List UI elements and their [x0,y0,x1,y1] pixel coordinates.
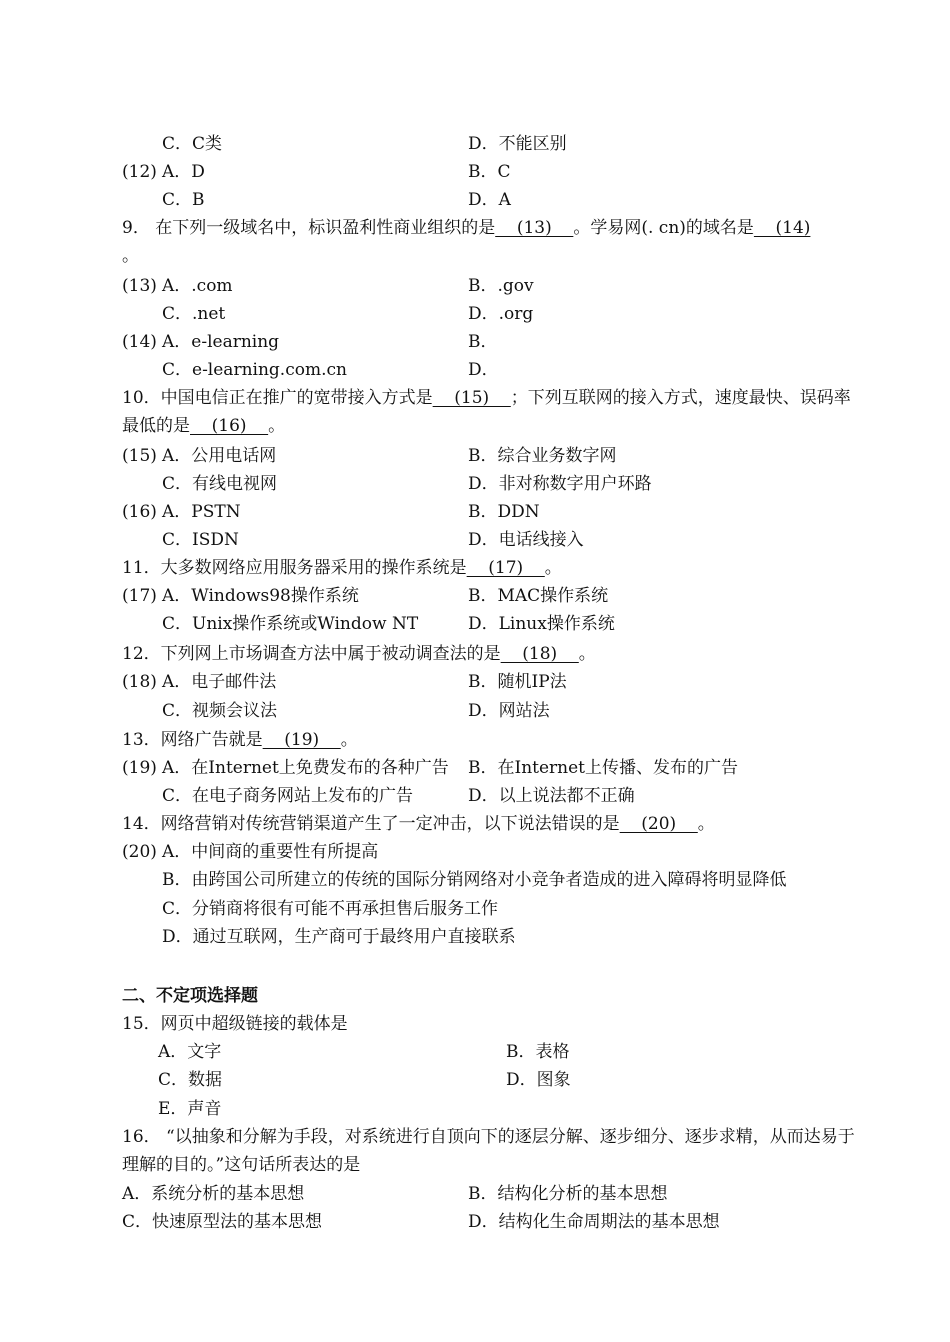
option-c: C．ISDN [162,530,239,550]
question-11 [122,554,860,582]
blank-number: (15) [122,446,157,466]
option-d: D．非对称数字用户环路 [468,474,652,494]
question-text: ；下列互联网的接入方式，速度最快、误码率最低的是 [122,388,851,436]
option-c: C．.net [162,304,226,324]
blank-number: (14) [122,332,157,352]
option-row [122,1095,860,1123]
option-a: A．PSTN [162,502,241,522]
option-d: D．通过互联网，生产商可于最终用户直接联系 [162,927,516,947]
option-row [122,610,860,638]
option-b: B．由跨国公司所建立的传统的国际分销网络对小竞争者造成的进入障碍将明显降低 [162,870,787,890]
option-c: C．在电子商务网站上发布的广告 [162,786,414,806]
option-d: D．以上说法都不正确 [468,786,635,806]
option-a: A．Windows98操作系统 [162,586,359,606]
option-row [122,923,860,951]
option-a: A．公用电话网 [162,446,277,466]
option-row [122,356,860,384]
option-row [122,582,860,610]
question-10 [122,384,860,440]
option-a: A．在Internet上免费发布的各种广告 [162,758,449,778]
question-text: 14．网络营销对传统营销渠道产生了一定冲击，以下说法错误的是 [122,814,620,834]
question-text: 16． “以抽象和分解为手段，对系统进行自顶向下的逐层分解、逐步细分、逐步求精，从而达易于理解的目的。”这句话所表达的是 [122,1127,855,1175]
option-row [122,697,860,725]
question-text: 11．大多数网络应用服务器采用的操作系统是 [122,558,467,578]
question-14 [122,810,860,838]
option-b: B．表格 [506,1042,570,1062]
option-row [122,158,860,186]
question-text: 。 [340,730,358,750]
option-row [122,668,860,696]
answer-blank-17: (17) [466,558,545,578]
blank-number: (20) [122,842,157,862]
option-row [122,895,860,923]
option-c: C．Unix操作系统或Window NT [162,614,419,634]
option-a: A．D [162,162,205,182]
answer-blank-13: (13) [495,218,574,238]
option-row [122,328,860,356]
option-b: B．结构化分析的基本思想 [468,1184,668,1204]
option-c: C．快速原型法的基本思想 [122,1212,323,1232]
option-c: C．C类 [162,134,223,154]
option-c: C．e-learning.com.cn [162,360,347,380]
option-b: B．.gov [468,276,534,296]
blank-number: (16) [122,502,157,522]
option-row [122,782,860,810]
section-heading: 二、不定项选择题 [122,986,258,1006]
option-c: C．分销商将很有可能不再承担售后服务工作 [162,899,499,919]
blank-number: (18) [122,672,157,692]
option-c: C．数据 [158,1070,223,1090]
option-d: D．不能区别 [468,134,567,154]
option-row [122,300,860,328]
option-row [122,1180,860,1208]
option-row [122,1208,860,1236]
question-text: 10．中国电信正在推广的宽带接入方式是 [122,388,433,408]
answer-blank-18: (18) [500,644,579,664]
question-text: 。 [544,558,562,578]
option-c: C．B [162,190,205,210]
option-b: B．C [468,162,511,182]
question-text: 。学易网(. cn)的域名是 [573,218,754,238]
option-a: A．电子邮件法 [162,672,277,692]
question-text: 。 [122,246,139,266]
option-d: D．.org [468,304,534,324]
option-a: A．中间商的重要性有所提高 [162,842,379,862]
option-a: A．.com [162,276,233,296]
option-a: A．文字 [158,1042,222,1062]
option-row [122,1066,860,1094]
option-b: B．DDN [468,502,540,522]
answer-blank-14: (14) [753,218,811,238]
question-text: 。 [268,416,286,436]
question-text: 9． 在下列一级域名中，标识盈利性商业组织的是 [122,218,496,238]
option-d: D．图象 [506,1070,571,1090]
question-16 [122,1123,860,1179]
option-d: D． [468,360,499,380]
question-text: 。 [578,644,596,664]
option-d: D．结构化生命周期法的基本思想 [468,1212,720,1232]
option-row [122,866,860,894]
option-b: B．MAC操作系统 [468,586,609,606]
option-b: B．随机IP法 [468,672,567,692]
option-row [122,272,860,300]
option-row [122,442,860,470]
question-text: 13．网络广告就是 [122,730,263,750]
blank-number: (12) [122,162,157,182]
option-d: D．电话线接入 [468,530,584,550]
blank-number: (19) [122,758,157,778]
option-b: B． [468,332,498,352]
option-c: C．有线电视网 [162,474,278,494]
option-row [122,470,860,498]
option-d: D．网站法 [468,701,550,721]
question-text: 。 [697,814,715,834]
answer-blank-19: (19) [262,730,341,750]
option-row [122,526,860,554]
option-row [122,1038,860,1066]
question-9 [122,214,860,270]
blank-number: (13) [122,276,157,296]
option-d: D．Linux操作系统 [468,614,615,634]
option-e: E．声音 [158,1099,222,1119]
option-a: A．系统分析的基本思想 [122,1184,305,1204]
option-d: D．A [468,190,511,210]
blank-number: (17) [122,586,157,606]
option-row [122,186,860,214]
option-row [122,838,860,866]
question-12 [122,640,860,668]
option-row [122,498,860,526]
option-row [122,130,860,158]
option-b: B．在Internet上传播、发布的广告 [468,758,739,778]
question-text: 12．下列网上市场调查方法中属于被动调查法的是 [122,644,501,664]
option-row [122,754,860,782]
answer-blank-15: (15) [432,388,511,408]
question-text: 15．网页中超级链接的载体是 [122,1014,348,1034]
question-15 [122,1010,860,1038]
answer-blank-20: (20) [619,814,698,834]
option-b: B．综合业务数字网 [468,446,617,466]
option-c: C．视频会议法 [162,701,278,721]
question-13 [122,726,860,754]
option-a: A．e-learning [162,332,280,352]
answer-blank-16: (16) [190,416,269,436]
